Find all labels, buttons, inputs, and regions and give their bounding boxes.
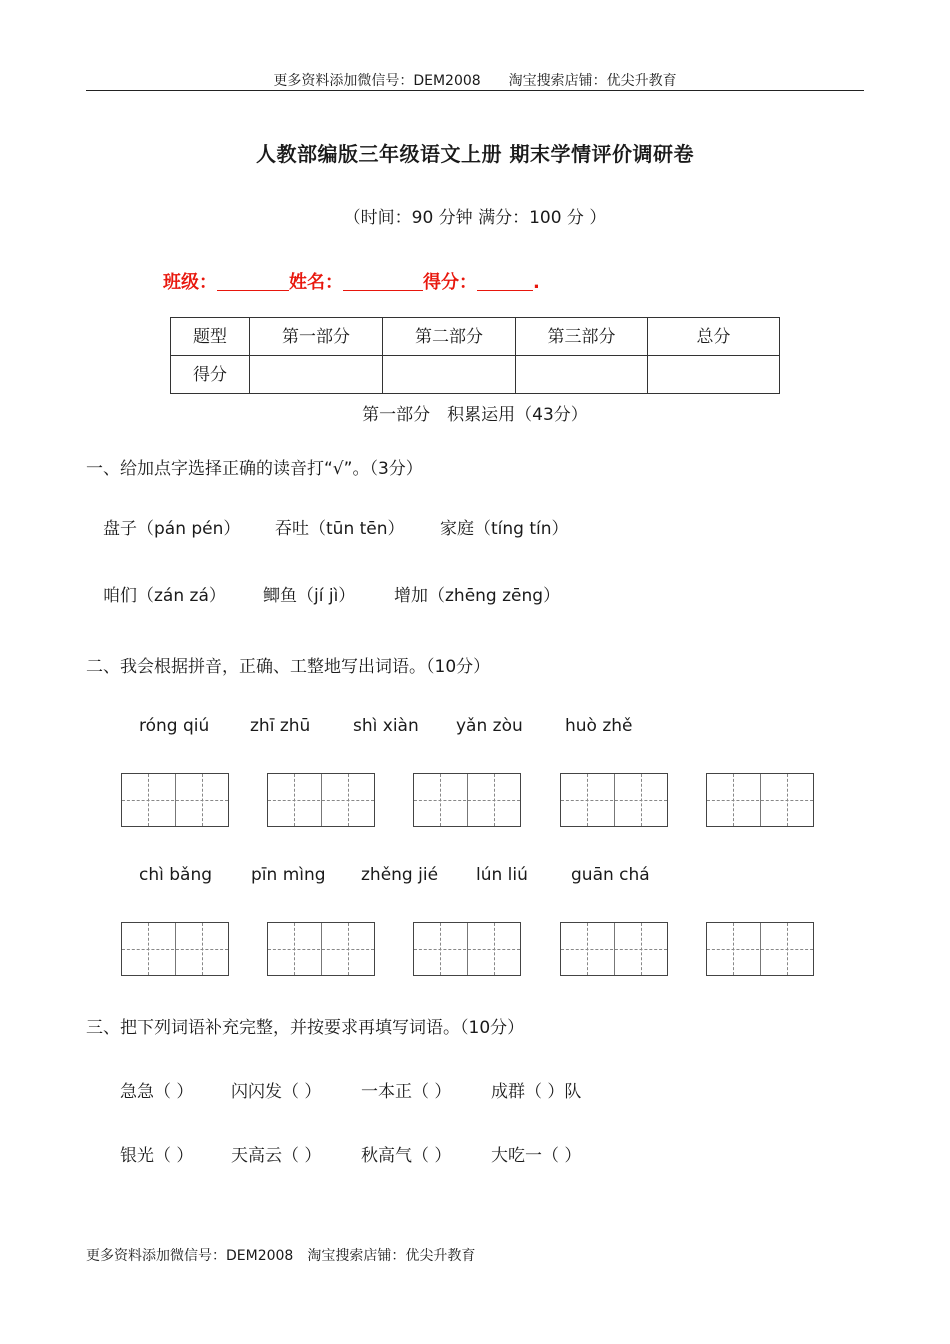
score-row-label: 得分 [171, 356, 250, 394]
q1-item[interactable]: 增加（zhēng zēng） [394, 586, 561, 606]
q1-item[interactable]: 鲫鱼（jí jì） [263, 586, 356, 606]
pinyin-label: guān chá [571, 865, 650, 885]
score-table-header-row [171, 318, 780, 356]
q1-item[interactable]: 盘子（pán pén） [103, 519, 241, 539]
class-blank[interactable] [217, 272, 289, 291]
q3-item[interactable]: 秋高气（ ） [361, 1146, 452, 1166]
writing-grid[interactable] [560, 922, 668, 976]
score-header-cell: 第二部分 [383, 318, 516, 356]
student-info-line [163, 268, 540, 294]
score-table-score-row [171, 356, 780, 394]
page-header: 更多资料添加微信号：DEM2008 淘宝搜索店铺：优尖升教育 [273, 73, 677, 89]
pinyin-label: pīn mìng [251, 865, 326, 885]
score-cell[interactable] [250, 356, 383, 394]
q1-item[interactable]: 咱们（zán zá） [103, 586, 226, 606]
score-header-cell: 第三部分 [516, 318, 648, 356]
name-label: 姓名： [289, 272, 343, 293]
info-end: . [533, 272, 540, 293]
header-rule [86, 90, 864, 91]
score-header-cell: 总分 [648, 318, 780, 356]
score-header-cell: 第一部分 [250, 318, 383, 356]
score-cell[interactable] [383, 356, 516, 394]
exam-subtitle: （时间：90 分钟 满分：100 分 ） [343, 208, 607, 228]
writing-grid[interactable] [413, 922, 521, 976]
pinyin-label: zhěng jié [361, 865, 439, 885]
q2-title: 二、我会根据拼音，正确、工整地写出词语。（10分） [86, 657, 491, 677]
class-label: 班级： [163, 272, 217, 293]
score-cell[interactable] [648, 356, 780, 394]
writing-grid[interactable] [267, 773, 375, 827]
name-blank[interactable] [343, 272, 423, 291]
q3-item[interactable]: 成群（ ）队 [491, 1082, 582, 1102]
writing-grid[interactable] [560, 773, 668, 827]
pinyin-label: lún liú [476, 865, 528, 885]
q3-item[interactable]: 一本正（ ） [361, 1082, 452, 1102]
q3-title: 三、把下列词语补充完整，并按要求再填写词语。（10分） [86, 1018, 525, 1038]
writing-grid[interactable] [706, 922, 814, 976]
q1-title: 一、给加点字选择正确的读音打“√”。（3分） [86, 459, 423, 479]
q3-item[interactable]: 银光（ ） [120, 1146, 194, 1166]
page-title: 人教部编版三年级语文上册 期末学情评价调研卷 [256, 142, 694, 166]
writing-grid[interactable] [121, 773, 229, 827]
pinyin-label: róng qiú [139, 716, 210, 736]
pinyin-label: huò zhě [565, 716, 633, 736]
q3-item[interactable]: 大吃一（ ） [491, 1146, 582, 1166]
writing-grid[interactable] [413, 773, 521, 827]
score-blank[interactable] [477, 272, 533, 291]
score-table [170, 317, 780, 394]
q1-item[interactable]: 家庭（tíng tín） [440, 519, 569, 539]
part1-title: 第一部分 积累运用（43分） [362, 405, 588, 425]
page-footer: 更多资料添加微信号：DEM2008 淘宝搜索店铺：优尖升教育 [86, 1248, 476, 1264]
score-label: 得分： [423, 272, 477, 293]
writing-grid[interactable] [267, 922, 375, 976]
pinyin-label: yǎn zòu [456, 716, 523, 736]
score-cell[interactable] [516, 356, 648, 394]
pinyin-label: zhī zhū [250, 716, 311, 736]
q1-item[interactable]: 吞吐（tūn tēn） [275, 519, 405, 539]
q3-item[interactable]: 闪闪发（ ） [231, 1082, 322, 1102]
writing-grid[interactable] [121, 922, 229, 976]
q3-item[interactable]: 天高云（ ） [231, 1146, 322, 1166]
pinyin-label: shì xiàn [353, 716, 419, 736]
q3-item[interactable]: 急急（ ） [120, 1082, 194, 1102]
writing-grid[interactable] [706, 773, 814, 827]
score-header-cell: 题型 [171, 318, 250, 356]
pinyin-label: chì bǎng [139, 865, 213, 885]
